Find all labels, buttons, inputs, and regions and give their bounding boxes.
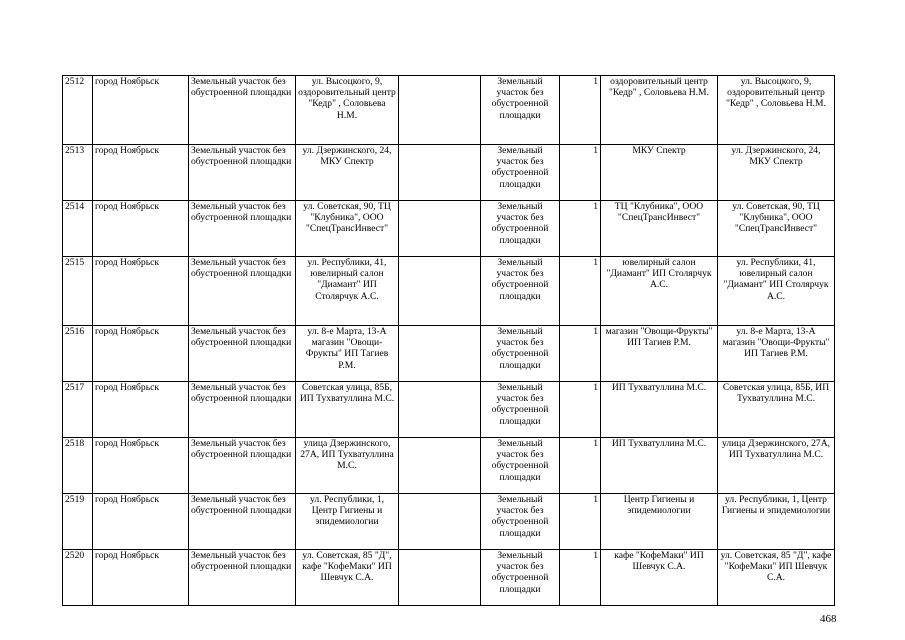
site-type-cell: Земельный участок без обустроенной площадки [481,145,560,201]
row-number: 2514 [63,201,93,257]
row-number: 2519 [63,494,93,550]
empty-cell [399,76,481,145]
quantity-cell: 1 [560,76,601,145]
quantity-cell: 1 [560,550,601,606]
site-type-cell: Земельный участок без обустроенной площадки [481,438,560,494]
site-type-cell: Земельный участок без обустроенной площадки [481,257,560,326]
empty-cell [399,494,481,550]
address-cell: ул. Советская, 90, ТЦ "Клубника", ООО "СпецТрансИнвест" [296,201,399,257]
city-cell: город Ноябрьск [93,257,189,326]
owner-cell: магазин "Овощи-Фрукты" ИП Тагиев Р.М. [601,326,718,382]
empty-cell [399,550,481,606]
city-cell: город Ноябрьск [93,382,189,438]
table-row [63,438,835,494]
table-row [63,382,835,438]
owner-cell: ТЦ "Клубника", ООО "СпецТрансИнвест" [601,201,718,257]
location-cell: ул. Дзержинского, 24, МКУ Спектр [718,145,835,201]
city-cell: город Ноябрьск [93,494,189,550]
quantity-cell: 1 [560,494,601,550]
address-cell: ул. Советская, 85 "Д", кафе "КофеМаки" ИП Шевчук С.А. [296,550,399,606]
location-cell: ул. Высоцкого, 9, оздоровительный центр "Кедр" , Соловьева Н.М. [718,76,835,145]
address-cell: Советская улица, 85Б, ИП Тухватуллина М.С. [296,382,399,438]
location-cell: ул. Советская, 85 "Д", кафе "КофеМаки" ИП Шевчук С.А. [718,550,835,606]
site-type-cell: Земельный участок без обустроенной площадки [481,550,560,606]
address-cell: ул. Дзержинского, 24, МКУ Спектр [296,145,399,201]
quantity-cell: 1 [560,145,601,201]
row-number: 2515 [63,257,93,326]
object-type-cell: Земельный участок без обустроенной площадки [189,382,296,438]
address-cell: улица Дзержинского, 27А, ИП Тухватуллина М.С. [296,438,399,494]
table-row [63,257,835,326]
site-type-cell: Земельный участок без обустроенной площадки [481,76,560,145]
table-row [63,550,835,606]
city-cell: город Ноябрьск [93,201,189,257]
object-type-cell: Земельный участок без обустроенной площадки [189,257,296,326]
location-cell: ул. 8-е Марта, 13-А магазин "Овощи-Фрукты" ИП Тагиев Р.М. [718,326,835,382]
object-type-cell: Земельный участок без обустроенной площадки [189,201,296,257]
location-cell: улица Дзержинского, 27А, ИП Тухватуллина М.С. [718,438,835,494]
table-row [63,201,835,257]
row-number: 2513 [63,145,93,201]
object-type-cell: Земельный участок без обустроенной площадки [189,145,296,201]
empty-cell [399,145,481,201]
site-type-cell: Земельный участок без обустроенной площадки [481,494,560,550]
object-type-cell: Земельный участок без обустроенной площадки [189,326,296,382]
table-row [63,494,835,550]
table-row [63,76,835,145]
empty-cell [399,326,481,382]
location-cell: ул. Советская, 90, ТЦ "Клубника", ООО "СпецТрансИнвест" [718,201,835,257]
empty-cell [399,257,481,326]
city-cell: город Ноябрьск [93,326,189,382]
quantity-cell: 1 [560,257,601,326]
quantity-cell: 1 [560,201,601,257]
page-number: 468 [820,613,837,625]
site-type-cell: Земельный участок без обустроенной площадки [481,382,560,438]
row-number: 2517 [63,382,93,438]
registry-table [62,75,835,606]
address-cell: ул. 8-е Марта, 13-А магазин "Овощи-Фрукты" ИП Тагиев Р.М. [296,326,399,382]
empty-cell [399,382,481,438]
row-number: 2516 [63,326,93,382]
site-type-cell: Земельный участок без обустроенной площадки [481,326,560,382]
location-cell: Советская улица, 85Б, ИП Тухватуллина М.С. [718,382,835,438]
empty-cell [399,201,481,257]
row-number: 2520 [63,550,93,606]
quantity-cell: 1 [560,326,601,382]
row-number: 2518 [63,438,93,494]
row-number: 2512 [63,76,93,145]
object-type-cell: Земельный участок без обустроенной площадки [189,76,296,145]
address-cell: ул. Республики, 1, Центр Гигиены и эпидемиологии [296,494,399,550]
address-cell: ул. Республики, 41, ювелирный салон "Диамант" ИП Столярчук А.С. [296,257,399,326]
city-cell: город Ноябрьск [93,145,189,201]
location-cell: ул. Республики, 41, ювелирный салон "Диамант" ИП Столярчук А.С. [718,257,835,326]
object-type-cell: Земельный участок без обустроенной площадки [189,438,296,494]
table-row [63,326,835,382]
city-cell: город Ноябрьск [93,76,189,145]
site-type-cell: Земельный участок без обустроенной площадки [481,201,560,257]
owner-cell: оздоровительный центр "Кедр" , Соловьева Н.М. [601,76,718,145]
owner-cell: Центр Гигиены и эпидемиологии [601,494,718,550]
object-type-cell: Земельный участок без обустроенной площадки [189,494,296,550]
table-row [63,145,835,201]
owner-cell: МКУ Спектр [601,145,718,201]
owner-cell: ювелирный салон "Диамант" ИП Столярчук А.С. [601,257,718,326]
owner-cell: кафе "КофеМаки" ИП Шевчук С.А. [601,550,718,606]
quantity-cell: 1 [560,438,601,494]
object-type-cell: Земельный участок без обустроенной площадки [189,550,296,606]
city-cell: город Ноябрьск [93,438,189,494]
city-cell: город Ноябрьск [93,550,189,606]
address-cell: ул. Высоцкого, 9, оздоровительный центр "Кедр" , Соловьева Н.М. [296,76,399,145]
quantity-cell: 1 [560,382,601,438]
owner-cell: ИП Тухватуллина М.С. [601,382,718,438]
location-cell: ул. Республики, 1, Центр Гигиены и эпидемиологии [718,494,835,550]
empty-cell [399,438,481,494]
owner-cell: ИП Тухватуллина М.С. [601,438,718,494]
